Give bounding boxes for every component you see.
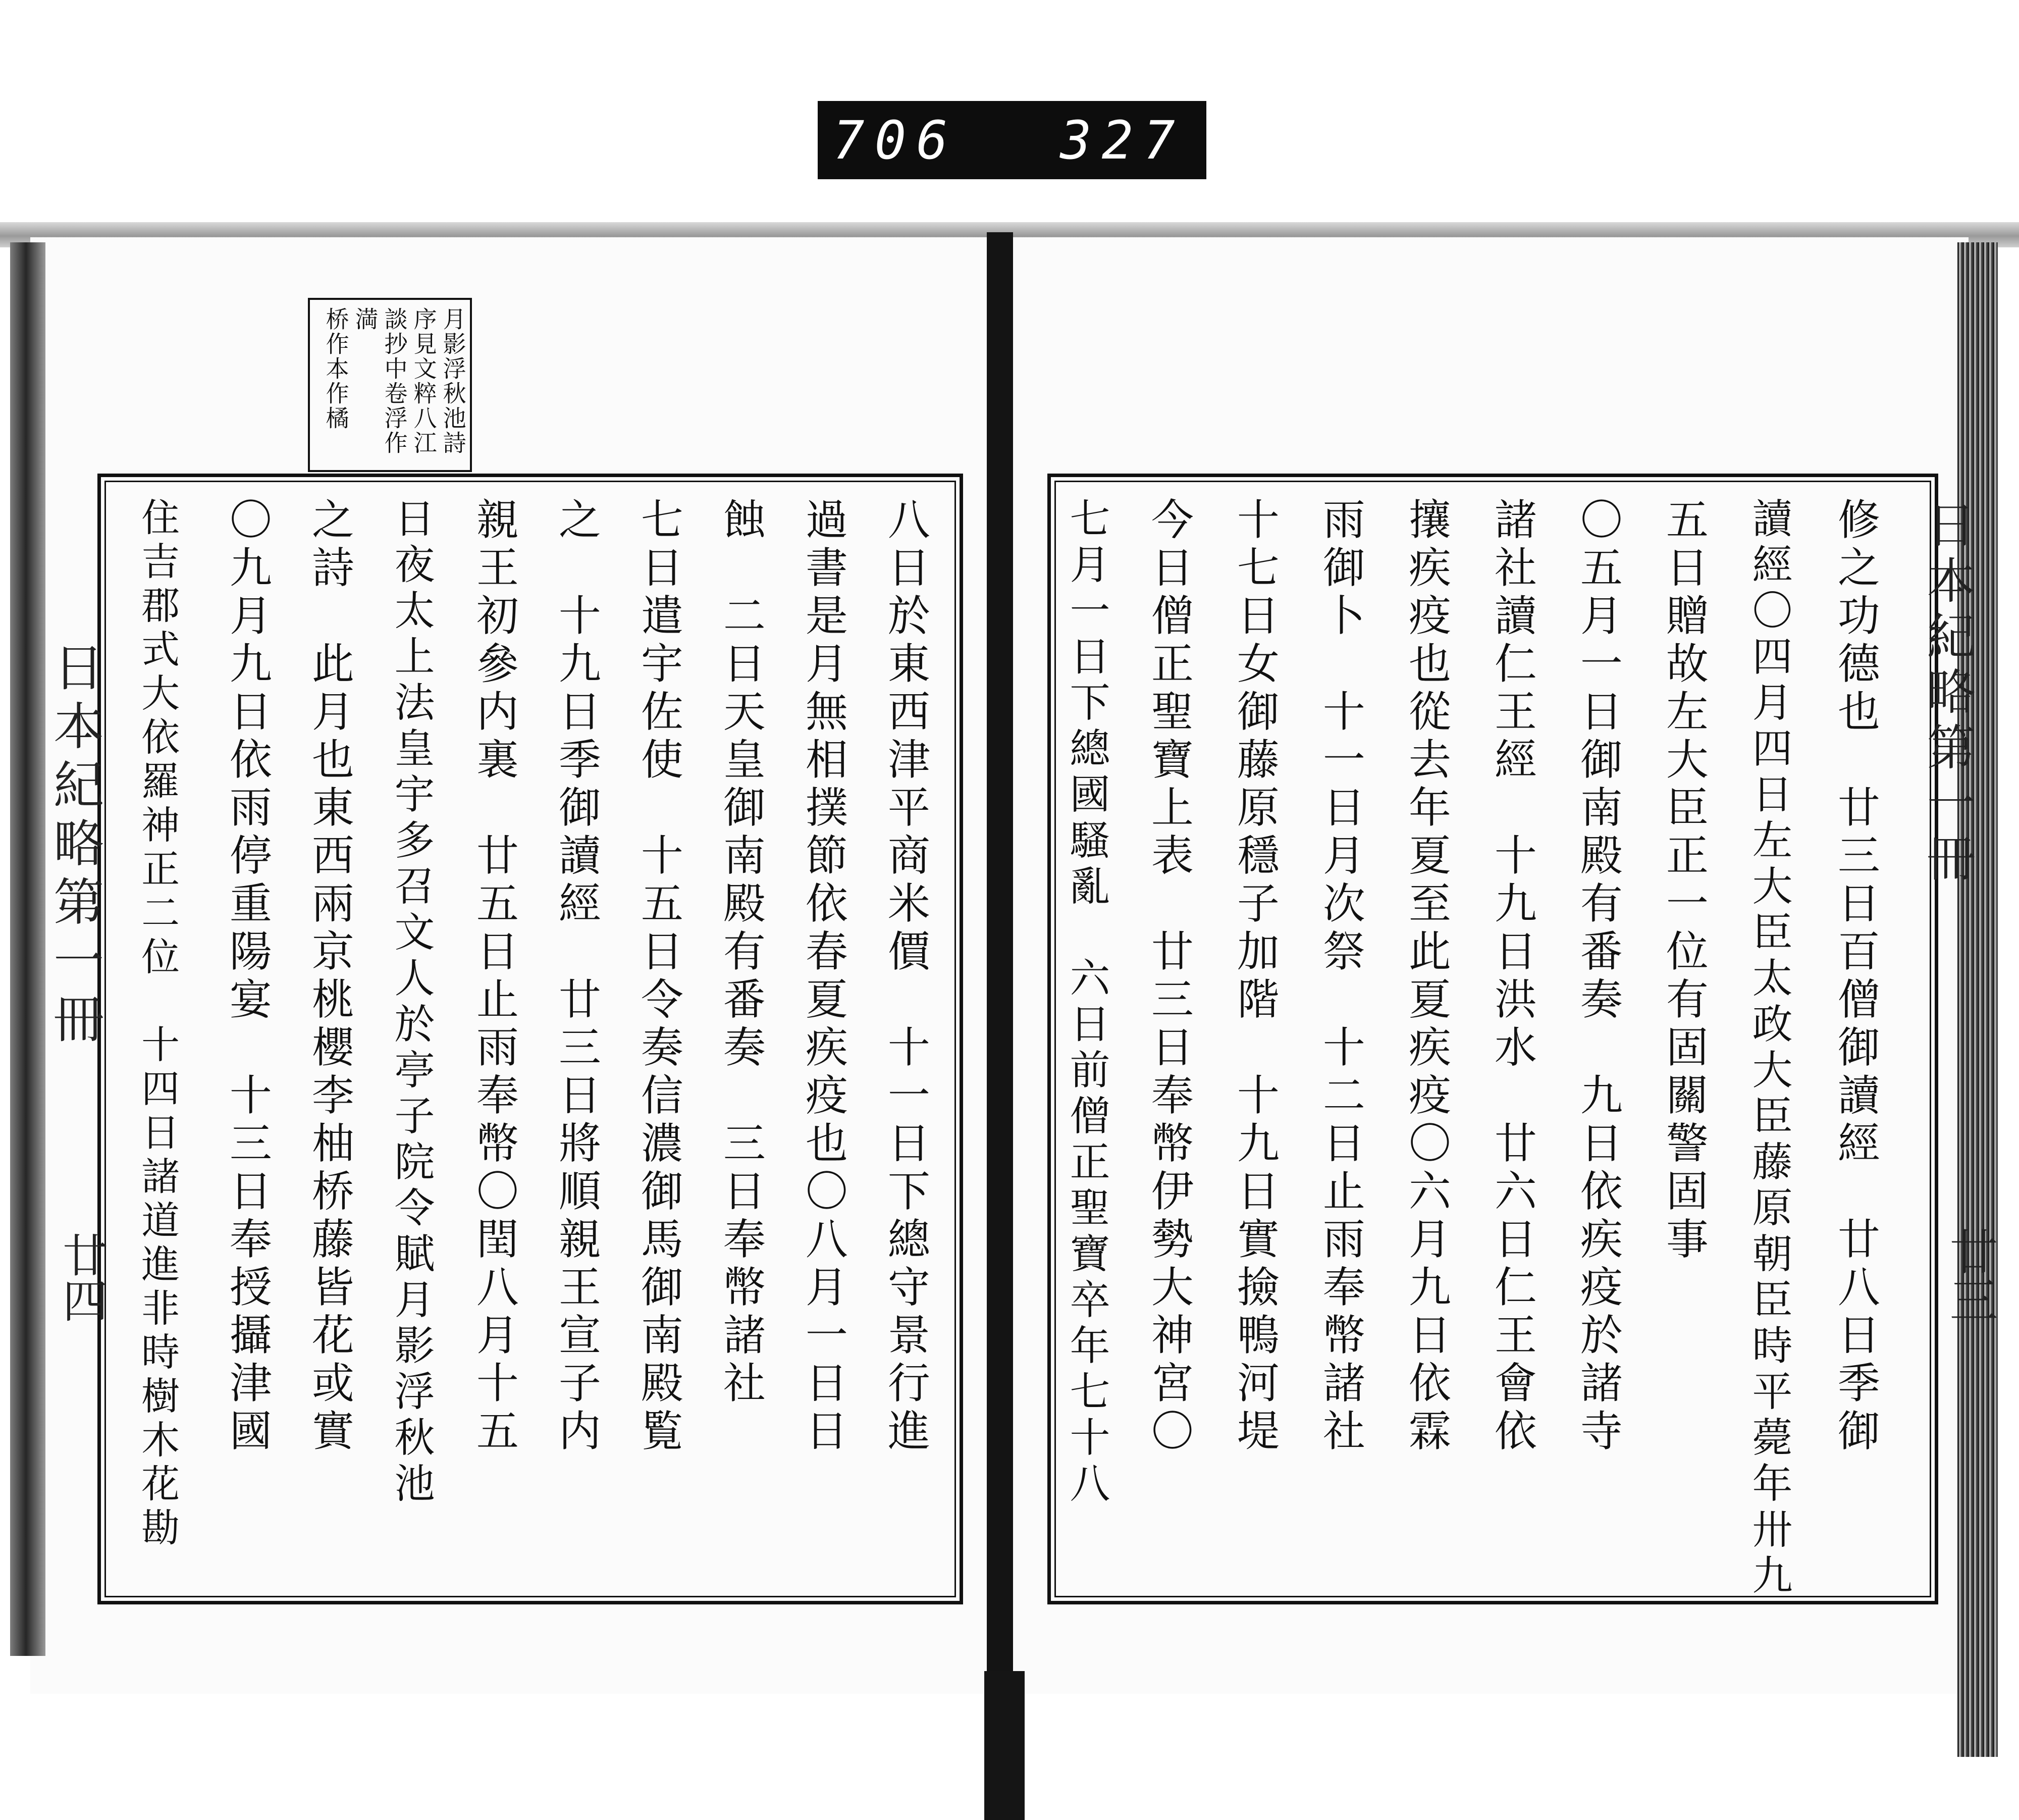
text-column: 七月一日下總國騷亂 六日前僧正聖寶卒年七十八 — [1063, 497, 1110, 1508]
text-column: 之詩 此月也東西兩京桃櫻李柚桥藤皆花或實 — [305, 497, 355, 1457]
note-line: 月影浮秋池詩 — [439, 307, 467, 455]
right-text-frame — [1047, 474, 1938, 1604]
text-column: 攘疾疫也從去年夏至此夏疾疫〇六月九日依霖 — [1402, 497, 1452, 1457]
text-column: 〇五月一日御南殿有番奏 九日依疾疫於諸寺 — [1573, 497, 1623, 1457]
text-column: 住吉郡式大依羅神正二位 十四日諸道進非時樹木花勘 — [135, 497, 180, 1551]
text-column: 過書是月無相撲節依春夏疾疫也〇八月一日日 — [799, 497, 848, 1457]
note-line: 満 — [351, 307, 379, 332]
text-column: 親王初參内裏 廿五日止雨奉幣〇閏八月十五 — [469, 497, 519, 1457]
book-gutter — [987, 232, 1013, 1820]
note-line: 談抄中卷浮作 — [381, 307, 408, 455]
spine-clip — [984, 1671, 1025, 1820]
margin-note — [308, 298, 472, 472]
text-column: 蝕 二日天皇御南殿有番奏 三日奉幣諸社 — [716, 497, 766, 1409]
page-number-right: 廿三 — [1942, 1227, 1998, 1324]
text-column: 十七日女御藤原穩子加階 十九日實撿鴨河堤 — [1230, 497, 1280, 1457]
note-line: 序見文粹八江 — [410, 307, 438, 455]
text-column: 修之功德也 廿三日百僧御讀經 廿八日季御 — [1831, 497, 1881, 1457]
right-page-edges — [1957, 242, 1998, 1757]
text-column: 今日僧正聖寶上表 廿三日奉幣伊勢大神宮〇 — [1144, 497, 1194, 1457]
text-column: 五日贈故左大臣正一位有固關警固事 — [1659, 497, 1709, 1265]
text-column: 〇九月九日依雨停重陽宴 十三日奉授攝津國 — [223, 497, 273, 1457]
text-column: 讀經〇四月四日左大臣太政大臣藤原朝臣時平薨年卅九 — [1745, 497, 1792, 1600]
text-column: 之 十九日季御讀經 廿三日將順親王宣子内 — [552, 497, 602, 1457]
page-number-left: 廿四 — [55, 1232, 108, 1323]
running-title-right: 日本紀略第一冊 — [1919, 500, 1976, 889]
running-title-left: 日本紀略第一冊 — [45, 641, 104, 1051]
text-column: 七日遣宇佐使 十五日令奏信濃御馬御南殿覧 — [634, 497, 684, 1457]
archive-label — [818, 101, 1206, 179]
label-left-number: 706 — [833, 110, 958, 171]
text-column: 諸社讀仁王經 十九日洪水 廿六日仁王會依 — [1487, 497, 1537, 1457]
left-text-frame — [97, 474, 963, 1604]
text-column: 日夜太上法皇宇多召文人於亭子院令賦月影浮秋池 — [388, 497, 435, 1508]
note-line: 桥作本作橘 — [322, 307, 350, 431]
text-column: 八日於東西津平商米價 十一日下總守景行進 — [881, 497, 931, 1457]
label-right-number: 327 — [1060, 110, 1185, 171]
text-column: 雨御卜 十一日月次祭 十二日止雨奉幣諸社 — [1316, 497, 1366, 1457]
